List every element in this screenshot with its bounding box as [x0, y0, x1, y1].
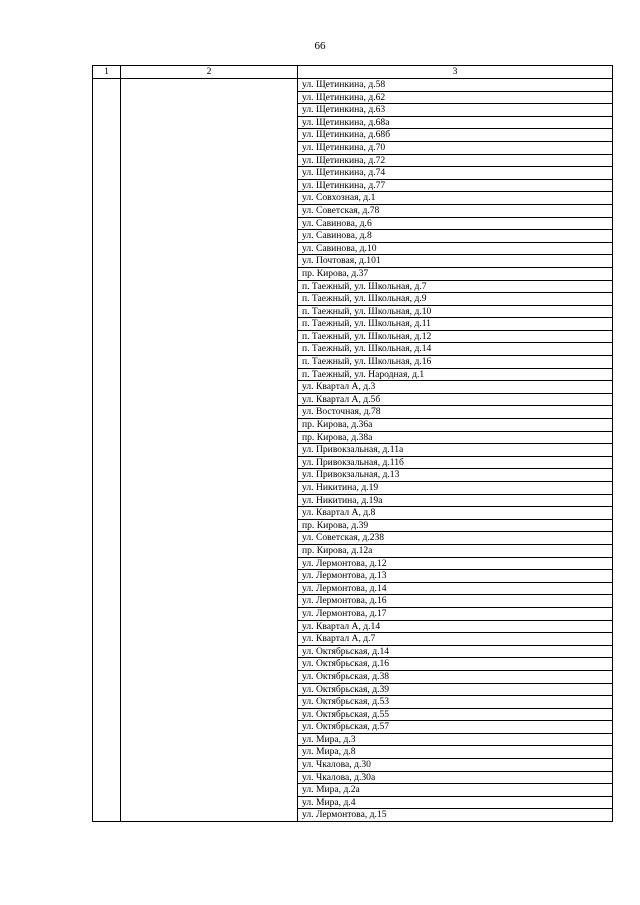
address-cell: ул. Советская, д.238 [298, 532, 613, 545]
address-cell: пр. Кирова, д.38а [298, 431, 613, 444]
address-cell: ул. Октябрьская, д.14 [298, 645, 613, 658]
column-header-2: 2 [121, 66, 298, 79]
address-cell: ул. Мира, д.3 [298, 733, 613, 746]
address-cell: ул. Лермонтова, д.14 [298, 582, 613, 595]
address-cell: ул. Никитина, д.19а [298, 494, 613, 507]
header-row [93, 66, 613, 79]
address-cell: ул. Восточная, д.78 [298, 406, 613, 419]
column-1-cell [93, 79, 121, 822]
address-cell: пр. Кирова, д.12а [298, 544, 613, 557]
address-cell: ул. Квартал А, д.7 [298, 633, 613, 646]
page-number: 66 [314, 40, 326, 52]
address-cell: ул. Привокзальная, д.11а [298, 444, 613, 457]
address-cell: п. Таежный, ул. Народная, д.1 [298, 368, 613, 381]
address-cell: ул. Савинова, д.6 [298, 217, 613, 230]
address-cell: ул. Щетинкина, д.77 [298, 179, 613, 192]
address-cell: ул. Щетинкина, д.58 [298, 79, 613, 92]
address-cell: ул. Никитина, д.19 [298, 482, 613, 495]
table-body [93, 79, 613, 822]
address-cell: ул. Квартал А, д.5б [298, 393, 613, 406]
address-cell: ул. Мира, д.8 [298, 746, 613, 759]
address-cell: п. Таежный, ул. Школьная, д.9 [298, 293, 613, 306]
address-cell: ул. Щетинкина, д.68б [298, 129, 613, 142]
address-cell: ул. Привокзальная, д.13 [298, 469, 613, 482]
address-cell: ул. Почтовая, д.101 [298, 255, 613, 268]
address-cell: ул. Лермонтова, д.12 [298, 557, 613, 570]
column-header-1: 1 [93, 66, 121, 79]
address-cell: ул. Привокзальная, д.11б [298, 456, 613, 469]
address-cell: ул. Чкалова, д.30а [298, 771, 613, 784]
table-row [93, 79, 613, 92]
address-cell: п. Таежный, ул. Школьная, д.10 [298, 305, 613, 318]
address-cell: ул. Лермонтова, д.13 [298, 570, 613, 583]
address-cell: ул. Мира, д.2а [298, 784, 613, 797]
address-cell: ул. Советская, д.78 [298, 204, 613, 217]
address-cell: п. Таежный, ул. Школьная, д.11 [298, 318, 613, 331]
address-cell: ул. Савинова, д.10 [298, 242, 613, 255]
column-header-3: 3 [298, 66, 613, 79]
address-cell: пр. Кирова, д.37 [298, 267, 613, 280]
address-cell: ул. Октябрьская, д.16 [298, 658, 613, 671]
address-cell: ул. Квартал А, д.14 [298, 620, 613, 633]
column-2-cell [121, 79, 298, 822]
address-cell: ул. Квартал А, д.8 [298, 507, 613, 520]
address-cell: пр. Кирова, д.36а [298, 419, 613, 432]
address-cell: ул. Щетинкина, д.63 [298, 104, 613, 117]
address-cell: ул. Чкалова, д.30 [298, 759, 613, 772]
address-cell: ул. Щетинкина, д.74 [298, 167, 613, 180]
address-cell: ул. Лермонтова, д.15 [298, 809, 613, 822]
address-cell: ул. Щетинкина, д.70 [298, 141, 613, 154]
address-cell: ул. Октябрьская, д.38 [298, 670, 613, 683]
address-cell: ул. Квартал А, д.3 [298, 381, 613, 394]
address-cell: ул. Щетинкина, д.68а [298, 116, 613, 129]
address-cell: пр. Кирова, д.39 [298, 519, 613, 532]
address-cell: ул. Октябрьская, д.57 [298, 721, 613, 734]
address-cell: п. Таежный, ул. Школьная, д.7 [298, 280, 613, 293]
address-cell: ул. Лермонтова, д.16 [298, 595, 613, 608]
address-cell: ул. Мира, д.4 [298, 796, 613, 809]
address-cell: п. Таежный, ул. Школьная, д.16 [298, 356, 613, 369]
address-cell: ул. Совхозная, д.1 [298, 192, 613, 205]
address-cell: п. Таежный, ул. Школьная, д.12 [298, 330, 613, 343]
address-cell: ул. Щетинкина, д.62 [298, 91, 613, 104]
address-table [92, 65, 613, 822]
address-cell: ул. Савинова, д.8 [298, 230, 613, 243]
address-cell: ул. Щетинкина, д.72 [298, 154, 613, 167]
address-cell: ул. Октябрьская, д.55 [298, 708, 613, 721]
address-cell: ул. Лермонтова, д.17 [298, 607, 613, 620]
address-cell: п. Таежный, ул. Школьная, д.14 [298, 343, 613, 356]
address-cell: ул. Октябрьская, д.53 [298, 696, 613, 709]
address-cell: ул. Октябрьская, д.39 [298, 683, 613, 696]
